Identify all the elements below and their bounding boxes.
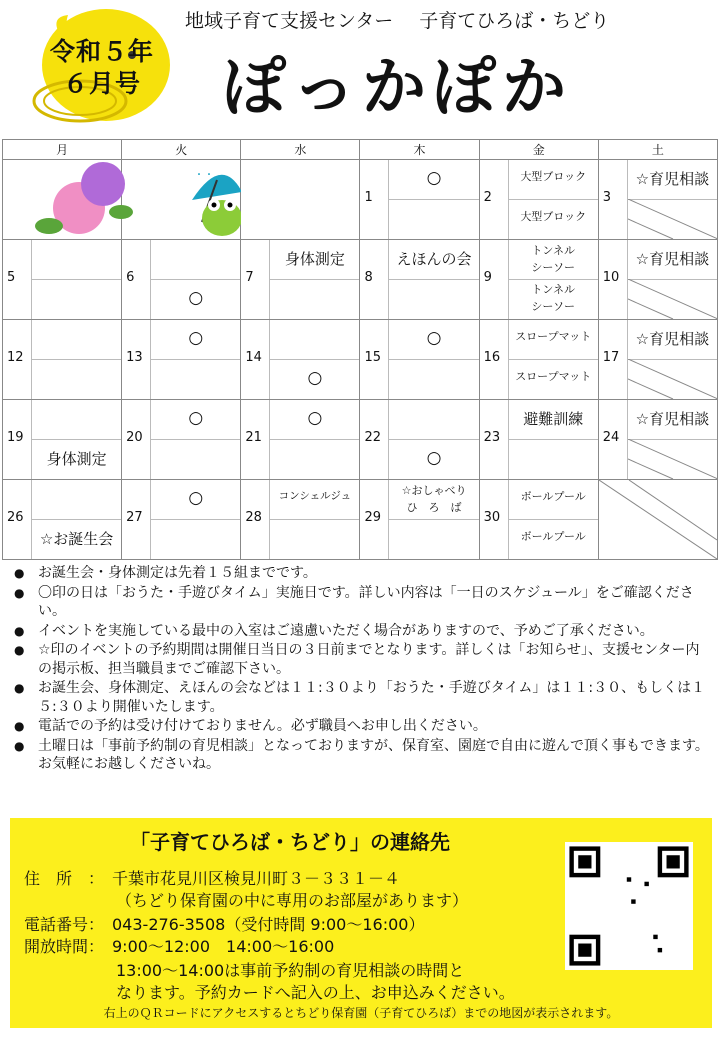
hours-note-1: 13:00～14:00は事前予約制の育児相談の時間と: [116, 961, 465, 980]
calendar-day-cell: [479, 320, 598, 400]
calendar-day-cell: [241, 160, 360, 240]
calendar-day-cell: [3, 320, 122, 400]
weekday-fri: 金: [479, 140, 598, 160]
organization-line: [185, 6, 609, 33]
calendar-day-cell: [3, 400, 122, 480]
event-label: ☆育児相談: [635, 410, 710, 428]
weekday-tue: 火: [122, 140, 241, 160]
calendar-day-cell: [122, 240, 241, 320]
calendar-day-cell: [479, 240, 598, 320]
address-note: （ちどり保育園の中に専用のお部屋があります）: [116, 891, 469, 910]
calendar-day-cell: [122, 400, 241, 480]
day-number: 12: [7, 350, 24, 365]
event-label: 大型ブロック: [520, 210, 587, 223]
day-number: 6: [126, 270, 135, 285]
weekday-sat: 土: [598, 140, 717, 160]
calendar-day-cell: [598, 160, 717, 240]
calendar-day-cell: [360, 320, 479, 400]
calendar-day-cell: [3, 160, 122, 240]
slash-mark: [628, 279, 717, 319]
event-label: ☆おしゃべり ひ ろ ば: [401, 484, 467, 514]
day-number: 17: [602, 350, 620, 365]
event-label: 避難訓練: [523, 410, 584, 428]
day-number: 15: [364, 350, 382, 365]
calendar-day-cell: [122, 480, 241, 560]
activity-circle-mark: ○: [426, 448, 442, 468]
calendar-day-cell: [598, 240, 717, 320]
calendar-day-cell: [479, 480, 598, 560]
day-number: 19: [7, 430, 24, 445]
event-label: コンシェルジュ: [278, 490, 352, 502]
note-item: ● イベントを実施している最中の入室はご遠慮いただく場合がありますので、予めご了承ください。: [10, 622, 710, 641]
activity-circle-mark: ○: [307, 368, 323, 388]
day-number: 23: [483, 430, 501, 445]
day-number: 9: [483, 270, 492, 285]
facility-name: 子育てひろば・ちどり: [419, 10, 610, 32]
calendar-day-cell: [598, 480, 717, 560]
phone-label: 電話番号：: [24, 915, 105, 934]
day-number: 8: [364, 270, 373, 285]
note-item: ● お誕生会、身体測定、えほんの会などは１１:３０より「おうた・手遊びタイム」は１１:３０、もしくは１５:３０より開催いたします。: [10, 679, 710, 716]
event-label: ボールプール: [520, 490, 586, 503]
frog-umbrella-icon: [122, 160, 241, 239]
activity-circle-mark: ○: [426, 328, 442, 348]
issue-year: 令和５年: [49, 37, 154, 66]
day-number: 7: [245, 270, 254, 285]
event-label: ☆育児相談: [635, 250, 710, 268]
calendar-day-cell: [122, 160, 241, 240]
issue-label: [38, 36, 166, 100]
event-label: スロープマット: [515, 370, 592, 383]
activity-circle-mark: ○: [426, 168, 442, 188]
event-label: 大型ブロック: [520, 170, 587, 183]
day-number: 2: [483, 190, 492, 205]
phone-row: [24, 912, 424, 935]
weekday-thu: 木: [360, 140, 479, 160]
calendar-day-cell: [360, 400, 479, 480]
note-item: ● ☆印のイベントの予約期間は開催日当日の３日前までとなります。詳しくは「お知らせ」、支援センター内の掲示板、担当職員までご確認下さい。: [10, 641, 710, 678]
day-number: 10: [602, 270, 620, 285]
calendar-day-cell: [241, 400, 360, 480]
calendar-week-row: [3, 160, 718, 240]
slash-mark: [628, 439, 717, 479]
qr-code-icon[interactable]: [565, 842, 693, 970]
calendar-day-cell: [3, 480, 122, 560]
calendar-day-cell: [241, 240, 360, 320]
note-item: ● 土曜日は「事前予約制の育児相談」となっておりますが、保育室、園庭で自由に遊んで頂く事もできます。お気軽にお越しくださいね。: [10, 737, 710, 774]
slash-mark: [628, 199, 717, 239]
day-number: 24: [602, 430, 620, 445]
day-number: 21: [245, 430, 262, 445]
address-row: [24, 866, 400, 889]
notes-list: [10, 564, 710, 775]
note-item: ● お誕生会・身体測定は先着１５組までです。: [10, 564, 710, 583]
day-number: 14: [245, 350, 262, 365]
event-label: 身体測定: [284, 250, 345, 268]
calendar-table: [2, 139, 718, 560]
calendar-day-cell: [241, 320, 360, 400]
event-label: スロープマット: [515, 330, 592, 343]
day-number: 27: [126, 510, 143, 525]
calendar-day-cell: [3, 240, 122, 320]
event-label: トンネル シーソー: [531, 283, 576, 313]
activity-circle-mark: ○: [307, 408, 323, 428]
contact-panel: [10, 818, 712, 1028]
event-label: ☆育児相談: [635, 330, 710, 348]
calendar-week-row: [3, 320, 718, 400]
day-number: 3: [602, 190, 612, 205]
newsletter-title: ぽっかぽか: [222, 51, 572, 125]
day-number: 29: [364, 510, 382, 525]
hours-label: 開放時間：: [24, 937, 105, 956]
calendar-day-cell: [479, 400, 598, 480]
activity-circle-mark: ○: [188, 488, 204, 508]
slash-mark: [628, 359, 717, 399]
day-number: 22: [364, 430, 382, 445]
calendar-day-cell: [479, 160, 598, 240]
calendar-day-cell: [598, 320, 717, 400]
address-label: 住 所 ：: [24, 869, 105, 888]
hours-row: [24, 934, 334, 957]
calendar-day-cell: [598, 400, 717, 480]
org-name: 地域子育て支援センター: [185, 10, 394, 32]
day-number: 5: [7, 270, 16, 285]
address-value: 千葉市花見川区検見川町３－３３１－４: [112, 869, 401, 888]
svg-text:・・: ・・: [194, 170, 215, 181]
activity-circle-mark: ○: [188, 288, 204, 308]
day-number: 30: [483, 510, 501, 525]
day-number: 1: [364, 190, 373, 205]
calendar-week-row: [3, 240, 718, 320]
weekday-header-row: [3, 140, 718, 160]
calendar-day-cell: [360, 160, 479, 240]
event-label: トンネル シーソー: [531, 244, 576, 274]
day-number: 26: [7, 510, 24, 525]
note-item: ● 電話での予約は受け付けておりません。必ず職員へお申し出ください。: [10, 717, 710, 736]
event-label: 身体測定: [46, 450, 107, 468]
calendar-week-row: [3, 480, 718, 560]
event-label: えほんの会: [396, 250, 472, 268]
map-note: 右上のＱＲコードにアクセスするとちどり保育園（子育てひろば）までの地図が表示されます。: [103, 1006, 619, 1020]
day-number: 16: [483, 350, 501, 365]
day-number: 13: [126, 350, 143, 365]
hours-note-2: なります。予約カードへ記入の上、お申込みください。: [116, 983, 515, 1002]
hours-value: 9:00～12:00 14:00～16:00: [112, 937, 335, 956]
event-label: ☆お誕生会: [39, 530, 114, 548]
issue-month: ６月号: [62, 69, 141, 98]
day-number: 28: [245, 510, 262, 525]
calendar-day-cell: [241, 480, 360, 560]
event-label: ボールプール: [520, 530, 586, 543]
weekday-mon: 月: [3, 140, 122, 160]
calendar-day-cell: [360, 480, 479, 560]
phone-value[interactable]: 043-276-3508（受付時間 9:00～16:00）: [112, 915, 425, 934]
event-label: ☆育児相談: [635, 170, 710, 188]
calendar-day-cell: [122, 320, 241, 400]
calendar-day-cell: [360, 240, 479, 320]
note-item: ● 〇印の日は「おうた・手遊びタイム」実施日です。詳しい内容は「一日のスケジュール」をご確認ください。: [10, 584, 710, 621]
contact-title: 「子育てひろば・ちどり」の連絡先: [130, 830, 450, 854]
activity-circle-mark: ○: [188, 328, 204, 348]
day-number: 20: [126, 430, 143, 445]
header: [0, 0, 720, 138]
weekday-wed: 水: [241, 140, 360, 160]
activity-circle-mark: ○: [188, 408, 204, 428]
calendar-week-row: [3, 400, 718, 480]
